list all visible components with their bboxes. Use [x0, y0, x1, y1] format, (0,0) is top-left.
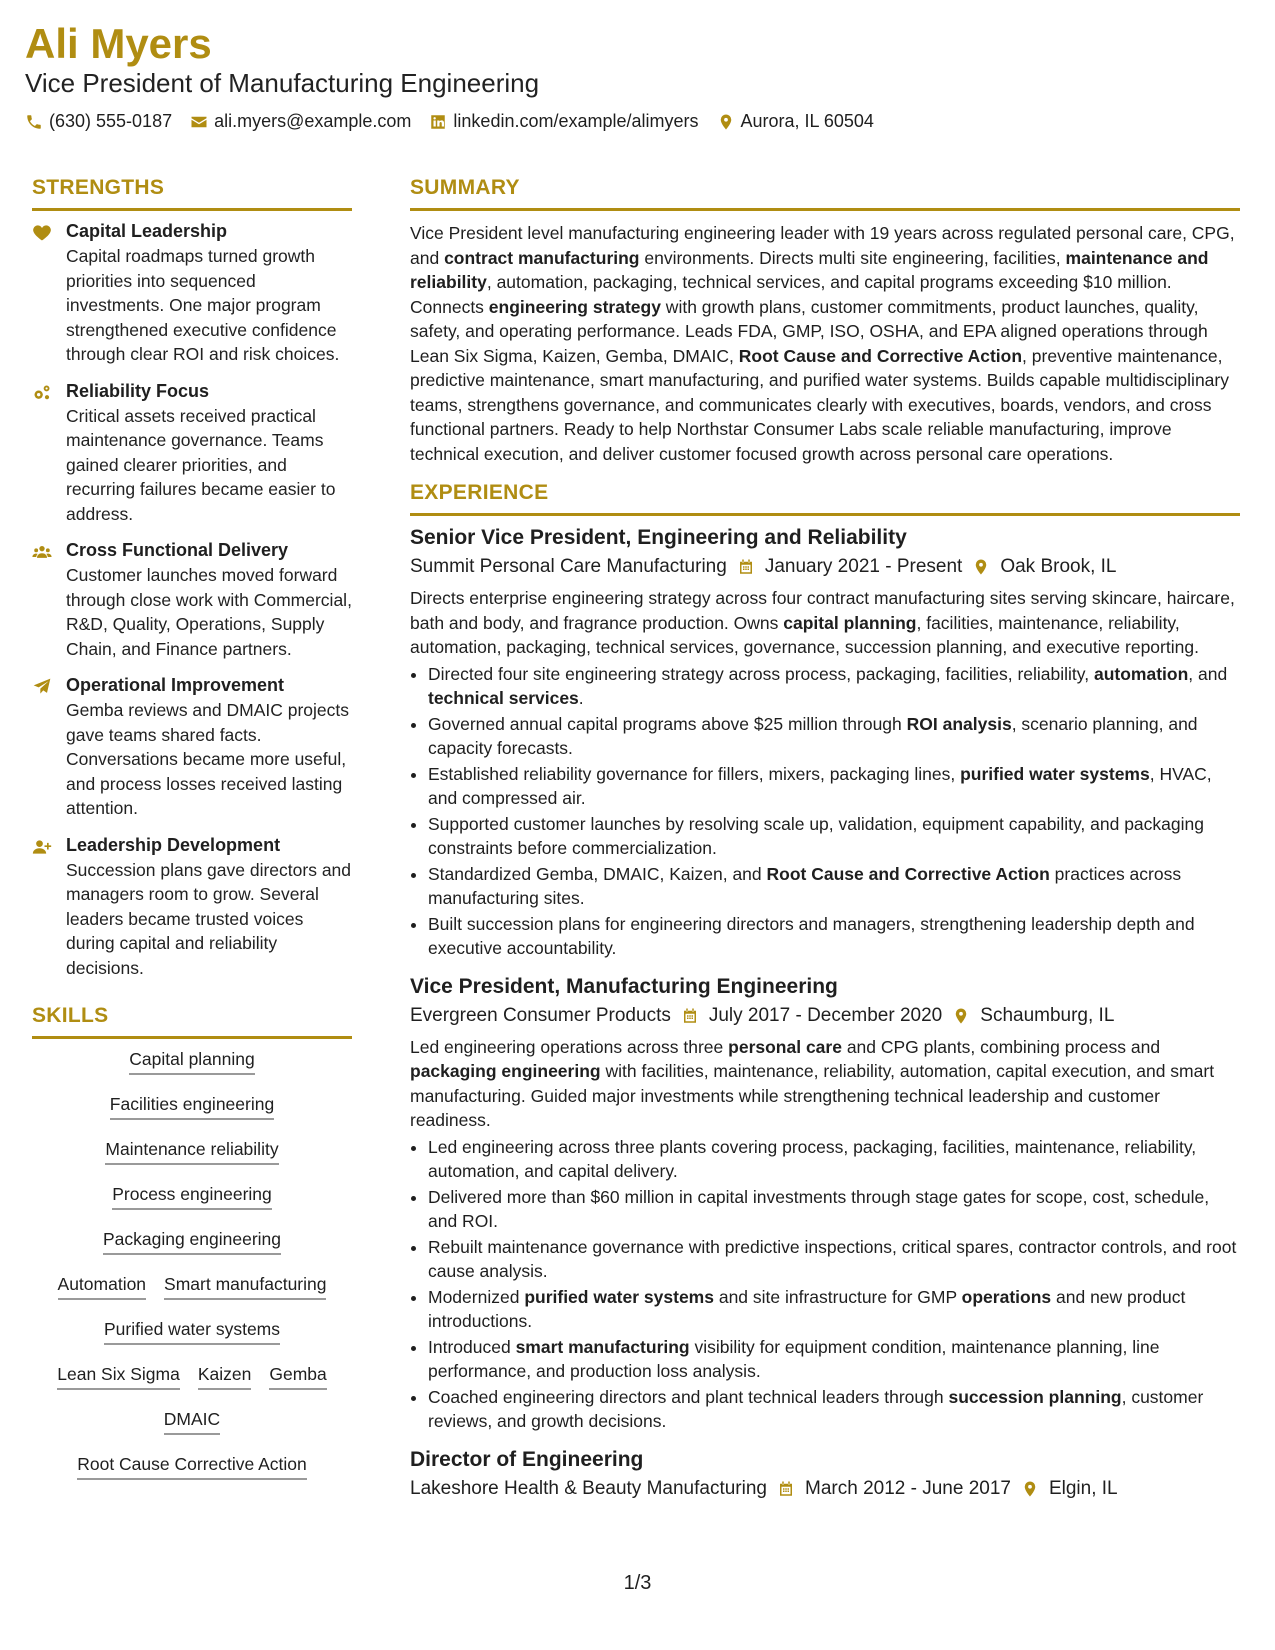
- candidate-title: Vice President of Manufacturing Engineering: [25, 68, 540, 99]
- job-description: [410, 1035, 1240, 1133]
- strength-title: Leadership Development: [66, 834, 281, 855]
- text-run: environments. Directs multi site engineering, facilities,: [639, 247, 1066, 268]
- bold-keyword: smart manufacturing: [515, 1336, 690, 1357]
- job-location: Schaumburg, IL: [980, 1004, 1115, 1026]
- job-list: [410, 526, 1240, 1500]
- list-item: [428, 1135, 1240, 1184]
- text-run: Supported customer launches by resolving scale up, validation, equipment capability, and packaging constraints before commercialization.: [428, 813, 1204, 858]
- paper-plane-icon: [32, 675, 52, 821]
- list-item: [428, 1185, 1240, 1234]
- skill-row: [32, 1229, 352, 1255]
- contact-text: ali.myers@example.com: [214, 111, 412, 132]
- contact-text: linkedin.com/example/alimyers: [453, 111, 699, 132]
- experience-section: [410, 481, 1240, 1500]
- text-run: Led engineering across three plants covering process, packaging, facilities, maintenance, reliability, automation, and capital delivery.: [428, 1136, 1197, 1181]
- section-divider: [32, 208, 352, 211]
- envelope-icon: [190, 113, 208, 131]
- skill-tag: Gemba: [269, 1364, 326, 1390]
- phone-icon: [25, 113, 43, 131]
- skill-row: [32, 1184, 352, 1210]
- text-run: .: [578, 688, 584, 708]
- skill-row: [32, 1274, 352, 1300]
- list-item: [428, 662, 1240, 711]
- job-dates: July 2017 - December 2020: [708, 1004, 943, 1026]
- text-run: , preventive maintenance, predictive maintenance, smart manufacturing, and purified water systems. Builds capable multidisciplinary teams, strengthens governance, and communicates clearly with executives, boards, vendors, and cross functional partners. Ready to help Northstar Consumer Labs scale reliable manufacturing, improve technical execution, and deliver customer focused growth across personal care operations.: [410, 345, 1229, 464]
- skill-tag: Kaizen: [198, 1364, 252, 1390]
- left-column: [32, 176, 352, 1499]
- text-run: Coached engineering directors and plant technical leaders through: [428, 1386, 949, 1407]
- text-run: visibility for equipment condition, maintenance planning, line performance, and production loss analysis.: [428, 1336, 1160, 1381]
- text-run: , automation, packaging, technical services, and capital programs exceeding $10 million. Connects: [410, 272, 1172, 317]
- text-run: , HVAC, and compressed air.: [428, 763, 1212, 808]
- strengths-heading: STRENGTHS: [32, 176, 165, 199]
- skill-tag: Purified water systems: [104, 1319, 280, 1345]
- bold-keyword: Root Cause and Corrective Action: [738, 345, 1023, 366]
- skills-heading: SKILLS: [32, 1004, 109, 1027]
- strengths-list: [32, 221, 352, 980]
- section-divider: [410, 208, 1240, 211]
- skill-row: [32, 1139, 352, 1165]
- skill-tag: Capital planning: [129, 1049, 255, 1075]
- contact-bar: [25, 111, 1245, 132]
- summary-heading: SUMMARY: [410, 176, 520, 199]
- job-title: Director of Engineering: [410, 1447, 644, 1471]
- contact-item[interactable]: [717, 111, 874, 132]
- map-pin-icon: [717, 113, 735, 131]
- skill-tag: Facilities engineering: [110, 1094, 274, 1120]
- skill-row: [32, 1319, 352, 1345]
- right-column: [410, 176, 1240, 1514]
- contact-item: [25, 111, 172, 132]
- skill-tag: Packaging engineering: [103, 1229, 281, 1255]
- job-meta: [410, 1005, 1240, 1027]
- section-divider: [410, 513, 1240, 516]
- page-number: 1/3: [623, 1572, 652, 1594]
- skill-row: [32, 1364, 352, 1390]
- strength-text: Capital roadmaps turned growth priorities into sequenced investments. One major program strengthened executive confidence through clear ROI and risk choices.: [66, 246, 340, 364]
- section-divider: [32, 1036, 352, 1039]
- text-run: , customer reviews, and growth decisions.: [428, 1386, 1204, 1431]
- users-icon: [32, 540, 52, 661]
- text-run: Directed four site engineering strategy across process, packaging, facilities, reliability,: [428, 663, 1094, 684]
- candidate-name: Ali Myers: [25, 20, 212, 67]
- text-run: Vice President level manufacturing engineering leader with 19 years across regulated personal care, CPG, and: [410, 223, 1235, 268]
- calendar-icon: [777, 1480, 795, 1498]
- linkedin-icon: [429, 113, 447, 131]
- list-item: [428, 912, 1240, 961]
- strength-text: Customer launches moved forward through close work with Commercial, R&D, Quality, Operations, Supply Chain, and Finance partners.: [66, 565, 352, 659]
- bold-keyword: capital planning: [783, 612, 917, 633]
- gears-icon: [32, 381, 52, 527]
- strength-text: Succession plans gave directors and managers room to grow. Several leaders became trusted voices during capital and reliability decisions.: [66, 859, 352, 978]
- bold-keyword: succession planning: [948, 1386, 1122, 1407]
- strength-text: Critical assets received practical maintenance governance. Teams gained clearer priorities, and recurring failures became easier to address.: [66, 405, 336, 524]
- heart-icon: [32, 221, 52, 367]
- map-pin-icon: [1021, 1480, 1039, 1498]
- text-run: with growth plans, customer commitments, product launches, quality, safety, and operating performance. Leads FDA, GMP, ISO, OSHA, and EPA aligned operations through Lean Six Sigma, Kaizen, Gemba, DMAIC,: [410, 296, 1208, 366]
- strength-text: Gemba reviews and DMAIC projects gave teams shared facts. Conversations became more useful, and process losses received lasting attention.: [66, 700, 350, 818]
- bold-keyword: automation: [1093, 663, 1189, 684]
- bold-keyword: technical services: [428, 688, 579, 708]
- skill-tag: Root Cause Corrective Action: [77, 1454, 307, 1480]
- text-run: , facilities, maintenance, reliability, automation, packaging, technical services, governance, succession planning, and executive reporting.: [410, 612, 1199, 657]
- job-company: Lakeshore Health & Beauty Manufacturing: [410, 1477, 767, 1499]
- text-run: Led engineering operations across three: [410, 1036, 729, 1057]
- text-run: with facilities, maintenance, reliability, automation, capital execution, and smart manufacturing. Guided major investments while strengthening technical leadership and customer readiness.: [410, 1061, 1215, 1130]
- job-company: Summit Personal Care Manufacturing: [410, 556, 727, 577]
- strength-title: Reliability Focus: [66, 380, 210, 401]
- bold-keyword: maintenance and reliability: [410, 247, 1209, 292]
- strength-item: [32, 835, 352, 981]
- bold-keyword: contract manufacturing: [444, 247, 640, 268]
- strength-title: Capital Leadership: [66, 221, 228, 241]
- contact-text: Aurora, IL 60504: [740, 111, 874, 132]
- skill-tag: Automation: [58, 1274, 147, 1300]
- contact-item[interactable]: [190, 111, 411, 132]
- calendar-icon: [737, 558, 755, 576]
- job-entry: [410, 1448, 1240, 1500]
- job-location: Elgin, IL: [1048, 1477, 1118, 1499]
- text-run: Established reliability governance for fillers, mixers, packaging lines,: [428, 763, 961, 784]
- job-entry: [410, 526, 1240, 961]
- strength-item: [32, 675, 352, 821]
- list-item: [428, 1285, 1240, 1334]
- list-item: [428, 812, 1240, 861]
- job-dates: March 2012 - June 2017: [805, 1477, 1011, 1499]
- job-company: Evergreen Consumer Products: [410, 1004, 671, 1026]
- bold-keyword: ROI analysis: [906, 713, 1012, 734]
- job-location: Oak Brook, IL: [1000, 556, 1117, 577]
- bold-keyword: personal care: [728, 1036, 842, 1057]
- text-run: practices across manufacturing sites.: [428, 863, 1182, 908]
- text-run: and new product introductions.: [428, 1286, 1186, 1331]
- strength-item: [32, 381, 352, 527]
- text-run: Delivered more than $60 million in capital investments through stage gates for scope, cost, schedule, and ROI.: [428, 1186, 1210, 1231]
- contact-text: (630) 555-0187: [49, 111, 173, 132]
- user-plus-icon: [32, 835, 52, 981]
- job-title: Vice President, Manufacturing Engineering: [410, 974, 838, 998]
- bold-keyword: packaging engineering: [410, 1061, 601, 1081]
- bold-keyword: engineering strategy: [488, 296, 661, 317]
- experience-heading: EXPERIENCE: [410, 481, 549, 504]
- text-run: Governed annual capital programs above $25 million through: [428, 713, 907, 734]
- skill-row: [32, 1454, 352, 1480]
- job-meta: [410, 556, 1240, 578]
- skill-tag: Maintenance reliability: [105, 1139, 278, 1165]
- skill-tag: Lean Six Sigma: [57, 1364, 180, 1390]
- text-run: Rebuilt maintenance governance with predictive inspections, critical spares, contractor controls, and root cause analysis.: [428, 1236, 1237, 1281]
- list-item: [428, 1385, 1240, 1434]
- list-item: [428, 1235, 1240, 1284]
- calendar-icon: [681, 1007, 699, 1025]
- text-run: and CPG plants, combining process and: [841, 1036, 1161, 1057]
- summary-section: [410, 176, 1240, 466]
- text-run: , scenario planning, and capacity forecasts.: [428, 713, 1198, 758]
- skills-section: [32, 1004, 352, 1480]
- text-run: Introduced: [428, 1336, 516, 1357]
- summary-text: [410, 221, 1240, 466]
- text-run: Built succession plans for engineering directors and managers, strengthening leadership depth and executive accountability.: [428, 913, 1195, 958]
- job-bullets: [410, 1135, 1240, 1434]
- text-run: Modernized: [428, 1286, 525, 1307]
- strength-item: [32, 540, 352, 661]
- job-dates: January 2021 - Present: [764, 556, 963, 577]
- list-item: [428, 862, 1240, 911]
- skill-tag: DMAIC: [164, 1409, 220, 1435]
- strength-item: [32, 221, 352, 367]
- resume-header: [25, 22, 1245, 132]
- list-item: [428, 762, 1240, 811]
- list-item: [428, 712, 1240, 761]
- job-title: Senior Vice President, Engineering and Reliability: [410, 526, 907, 549]
- text-run: , and: [1188, 663, 1228, 684]
- text-run: and site infrastructure for GMP: [713, 1286, 962, 1307]
- job-description: [410, 586, 1240, 660]
- job-meta: [410, 1478, 1240, 1500]
- skill-row: [32, 1409, 352, 1435]
- bold-keyword: Root Cause and Corrective Action: [766, 863, 1050, 884]
- map-pin-icon: [972, 558, 990, 576]
- strength-title: Cross Functional Delivery: [66, 540, 289, 560]
- strength-title: Operational Improvement: [66, 675, 285, 695]
- skill-row: [32, 1094, 352, 1120]
- bold-keyword: purified water systems: [524, 1286, 714, 1307]
- text-run: Directs enterprise engineering strategy across four contract manufacturing sites serving skincare, haircare, bath and body, and fragrance production. Owns: [410, 588, 1235, 633]
- job-bullets: [410, 662, 1240, 961]
- bold-keyword: purified water systems: [960, 763, 1150, 784]
- skills-list: [32, 1049, 352, 1480]
- list-item: [428, 1335, 1240, 1384]
- strengths-section: [32, 176, 352, 980]
- text-run: Standardized Gemba, DMAIC, Kaizen, and: [428, 863, 767, 884]
- job-entry: [410, 975, 1240, 1434]
- skill-tag: Process engineering: [112, 1184, 272, 1210]
- map-pin-icon: [952, 1007, 970, 1025]
- skill-row: [32, 1049, 352, 1075]
- contact-item[interactable]: [429, 111, 698, 132]
- skill-tag: Smart manufacturing: [164, 1274, 326, 1300]
- bold-keyword: operations: [961, 1286, 1052, 1307]
